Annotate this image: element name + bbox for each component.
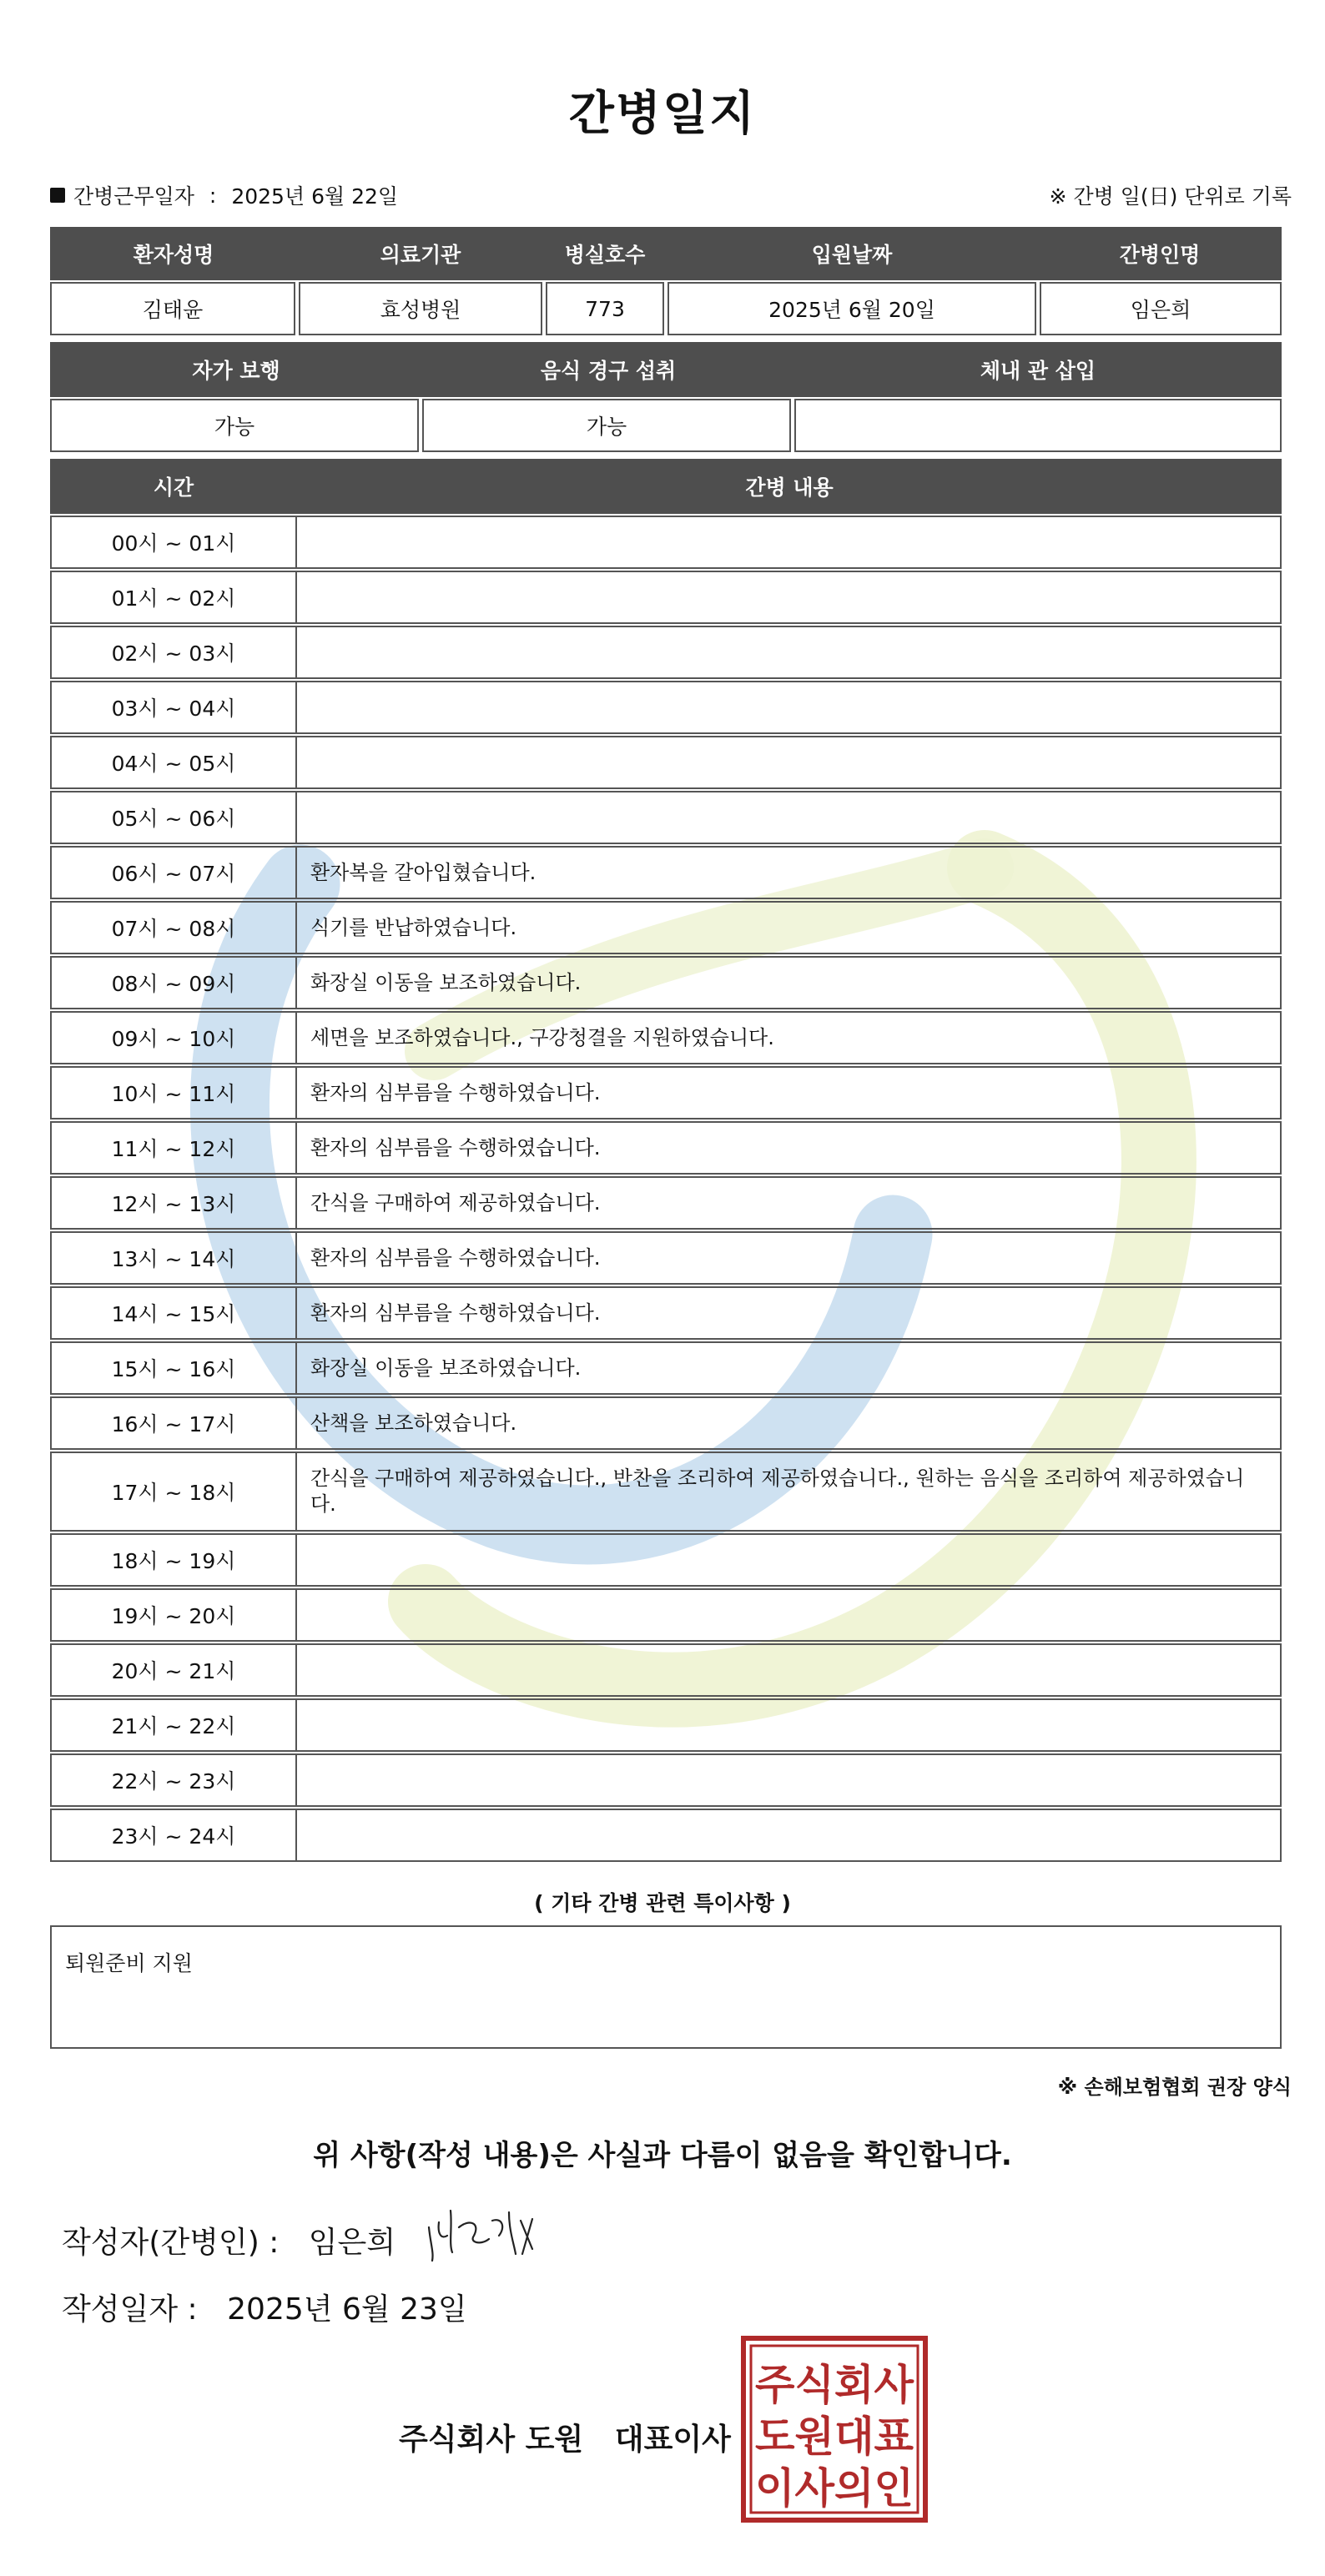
work-date-label: 간병근무일자: [73, 184, 194, 209]
bullet-square-icon: [50, 188, 65, 203]
log-content-cell: [297, 1643, 1282, 1697]
walking-value: 가능: [50, 399, 419, 452]
written-date-value: 2025년 6월 23일: [227, 2292, 467, 2327]
header-hospital: 의료기관: [297, 227, 544, 280]
log-content-cell: 환자의 심부름을 수행하였습니다.: [297, 1121, 1282, 1175]
remarks-box: [50, 1925, 1282, 2049]
unit-note: ※ 간병 일(日) 단위로 기록: [1049, 184, 1292, 209]
header-patient-name: 환자성명: [50, 227, 297, 280]
table-row: [50, 901, 1282, 954]
care-log-table: [50, 459, 1282, 1869]
table-row: [50, 1286, 1282, 1340]
author-label: 작성자(간병인) :: [62, 2226, 280, 2260]
header-admission-date: 입원날짜: [666, 227, 1038, 280]
work-date-value: 2025년 6월 22일: [231, 184, 399, 209]
seal-text-line: 도원대표: [755, 2412, 914, 2461]
work-date: [50, 180, 398, 210]
table-row: [50, 846, 1282, 899]
oral-intake-value: 가능: [422, 399, 791, 452]
patient-name: 김태윤: [50, 282, 295, 335]
log-content-cell: [297, 1753, 1282, 1807]
handwritten-signature: [422, 2202, 547, 2267]
table-row: [50, 1396, 1282, 1450]
remarks-text: 퇴원준비 지원: [65, 1951, 193, 1975]
table-row: [50, 1176, 1282, 1230]
header-time: 시간: [50, 459, 297, 514]
table-row: [50, 1341, 1282, 1395]
log-content-cell: 간식을 구매하여 제공하였습니다., 반찬을 조리하여 제공하였습니다., 원하는 음식을 조리하여 제공하였습니다.: [297, 1452, 1282, 1532]
seal-text-line: 주식회사: [755, 2361, 914, 2409]
log-content-cell: 세면을 보조하였습니다., 구강청결을 지원하였습니다.: [297, 1011, 1282, 1064]
log-content-cell: 간식을 구매하여 제공하였습니다.: [297, 1176, 1282, 1230]
log-time-cell: 22시 ~ 23시: [50, 1753, 297, 1807]
header-caregiver: 간병인명: [1038, 227, 1282, 280]
log-content-cell: 화장실 이동을 보조하였습니다.: [297, 956, 1282, 1009]
header-walking: 자가 보행: [50, 342, 422, 397]
table-row: [50, 571, 1282, 624]
seal-text-line: 이사의인: [755, 2464, 914, 2513]
log-time-cell: 06시 ~ 07시: [50, 846, 297, 899]
log-time-cell: 15시 ~ 16시: [50, 1341, 297, 1395]
table-row: [50, 1588, 1282, 1642]
author-line: [62, 2219, 395, 2262]
patient-info-table: [50, 227, 1282, 335]
ability-value-row: [50, 399, 1282, 452]
work-date-sep: :: [209, 183, 217, 208]
log-content-cell: [297, 1588, 1282, 1642]
header-room: 병실호수: [544, 227, 666, 280]
log-content-cell: [297, 791, 1282, 844]
table-row: [50, 626, 1282, 679]
header-content: 간병 내용: [297, 459, 1282, 514]
patient-header-row: [50, 227, 1282, 280]
log-content-cell: 환자의 심부름을 수행하였습니다.: [297, 1066, 1282, 1119]
log-content-cell: 환자복을 갈아입혔습니다.: [297, 846, 1282, 899]
table-row: [50, 1121, 1282, 1175]
log-content-cell: 환자의 심부름을 수행하였습니다.: [297, 1231, 1282, 1285]
ability-header-row: [50, 342, 1282, 397]
log-time-cell: 23시 ~ 24시: [50, 1809, 297, 1862]
log-content-cell: [297, 1809, 1282, 1862]
admission-date: 2025년 6월 20일: [668, 282, 1036, 335]
table-row: [50, 1533, 1282, 1587]
table-row: [50, 681, 1282, 734]
log-content-cell: 산책을 보조하였습니다.: [297, 1396, 1282, 1450]
log-content-cell: [297, 736, 1282, 789]
log-time-cell: 21시 ~ 22시: [50, 1698, 297, 1752]
log-time-cell: 05시 ~ 06시: [50, 791, 297, 844]
log-time-cell: 11시 ~ 12시: [50, 1121, 297, 1175]
log-time-cell: 20시 ~ 21시: [50, 1643, 297, 1697]
log-time-cell: 02시 ~ 03시: [50, 626, 297, 679]
log-time-cell: 17시 ~ 18시: [50, 1452, 297, 1532]
table-row: [50, 1452, 1282, 1532]
log-time-cell: 16시 ~ 17시: [50, 1396, 297, 1450]
patient-ability-table: [50, 342, 1282, 452]
table-row: [50, 1698, 1282, 1752]
log-header-row: [50, 459, 1282, 514]
header-tube: 체내 관 삽입: [794, 342, 1282, 397]
log-content-cell: [297, 681, 1282, 734]
log-time-cell: 01시 ~ 02시: [50, 571, 297, 624]
log-content-cell: 화장실 이동을 보조하였습니다.: [297, 1341, 1282, 1395]
log-time-cell: 18시 ~ 19시: [50, 1533, 297, 1587]
table-row: [50, 516, 1282, 569]
remarks-title: ( 기타 간병 관련 특이사항 ): [534, 1891, 791, 1915]
author-name: 임은희: [308, 2226, 396, 2260]
company-name: 주식회사 도원 대표이사: [399, 2423, 731, 2457]
header-oral-intake: 음식 경구 섭취: [422, 342, 794, 397]
tube-value: [794, 399, 1282, 452]
log-content-cell: [297, 516, 1282, 569]
log-content-cell: 식기를 반납하였습니다.: [297, 901, 1282, 954]
log-content-cell: [297, 626, 1282, 679]
table-row: [50, 736, 1282, 789]
log-time-cell: 19시 ~ 20시: [50, 1588, 297, 1642]
log-time-cell: 03시 ~ 04시: [50, 681, 297, 734]
log-time-cell: 14시 ~ 15시: [50, 1286, 297, 1340]
log-time-cell: 08시 ~ 09시: [50, 956, 297, 1009]
table-row: [50, 1643, 1282, 1697]
log-time-cell: 04시 ~ 05시: [50, 736, 297, 789]
table-row: [50, 1231, 1282, 1285]
company-seal: [741, 2336, 928, 2523]
document-title: 간병일지: [568, 87, 757, 141]
table-row: [50, 1011, 1282, 1064]
room-number: 773: [546, 282, 664, 335]
log-time-cell: 13시 ~ 14시: [50, 1231, 297, 1285]
log-content-cell: [297, 571, 1282, 624]
log-content-cell: [297, 1533, 1282, 1587]
log-time-cell: 09시 ~ 10시: [50, 1011, 297, 1064]
hospital-name: 효성병원: [299, 282, 542, 335]
table-row: [50, 1809, 1282, 1862]
log-time-cell: 07시 ~ 08시: [50, 901, 297, 954]
log-time-cell: 00시 ~ 01시: [50, 516, 297, 569]
log-content-cell: [297, 1698, 1282, 1752]
log-content-cell: 환자의 심부름을 수행하였습니다.: [297, 1286, 1282, 1340]
recommend-note: ※ 손해보험협회 권장 양식: [1057, 2075, 1292, 2099]
written-date-line: [62, 2286, 467, 2328]
table-row: [50, 791, 1282, 844]
log-time-cell: 12시 ~ 13시: [50, 1176, 297, 1230]
log-time-cell: 10시 ~ 11시: [50, 1066, 297, 1119]
written-date-label: 작성일자 :: [62, 2292, 198, 2327]
table-row: [50, 956, 1282, 1009]
patient-value-row: [50, 282, 1282, 335]
table-row: [50, 1066, 1282, 1119]
confirm-statement: 위 사항(작성 내용)은 사실과 다름이 없음을 확인합니다.: [313, 2139, 1012, 2172]
caregiver-name: 임은희: [1040, 282, 1282, 335]
table-row: [50, 1753, 1282, 1807]
